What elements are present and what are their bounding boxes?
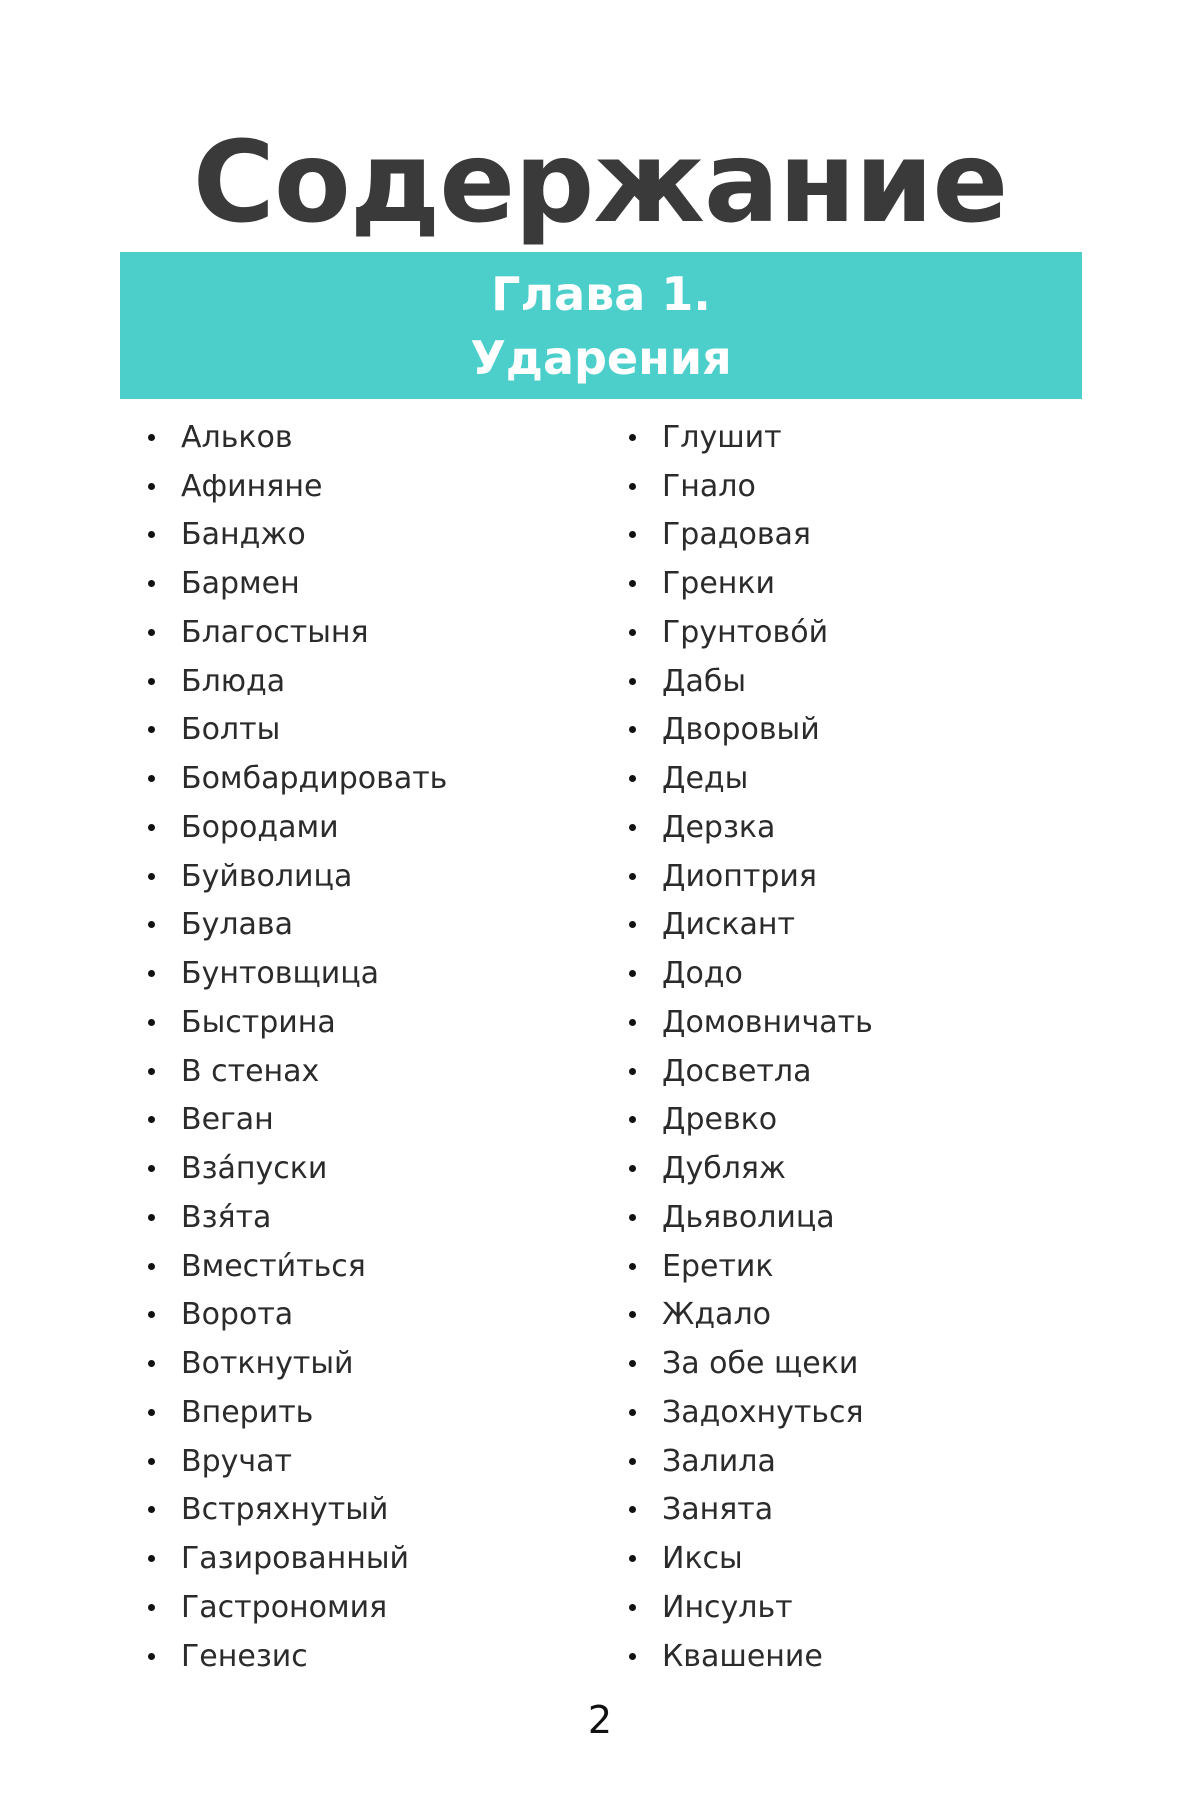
toc-entry[interactable]	[145, 1339, 605, 1388]
toc-entry[interactable]	[626, 462, 1086, 511]
bullet-icon	[148, 1263, 155, 1270]
toc-entry-label: Занята	[662, 1492, 774, 1528]
bullet-icon	[629, 970, 636, 977]
chapter-number: Глава 1.	[491, 266, 711, 321]
toc-entry-label: Диоптрия	[662, 858, 817, 894]
toc-entry[interactable]	[145, 1486, 605, 1535]
bullet-icon	[148, 678, 155, 685]
bullet-icon	[629, 873, 636, 880]
toc-entry-label: Грунтово́й	[662, 614, 829, 650]
toc-entry-label: Веган	[181, 1102, 274, 1138]
toc-entry[interactable]	[145, 1534, 605, 1583]
toc-entry[interactable]	[145, 1144, 605, 1193]
toc-entry-label: Благостыня	[181, 614, 369, 650]
toc-entry-label: Инсульт	[662, 1589, 793, 1625]
toc-entry[interactable]	[626, 1193, 1086, 1242]
toc-entry[interactable]	[626, 852, 1086, 901]
bullet-icon	[148, 1653, 155, 1660]
toc-entry-label: Квашение	[662, 1638, 823, 1674]
toc-entry-label: Взя́та	[181, 1199, 272, 1235]
toc-entry-label: Вперить	[181, 1394, 314, 1430]
bullet-icon	[629, 629, 636, 636]
toc-entry[interactable]	[626, 1144, 1086, 1193]
toc-entry-label: Градовая	[662, 517, 811, 553]
toc-entry[interactable]	[626, 1632, 1086, 1681]
toc-entry-label: Болты	[181, 712, 281, 748]
toc-entry[interactable]	[145, 608, 605, 657]
toc-entry-label: Дьяволица	[662, 1199, 835, 1235]
toc-entry-label: В стенах	[181, 1053, 320, 1089]
bullet-icon	[148, 970, 155, 977]
bullet-icon	[148, 1458, 155, 1465]
bullet-icon	[629, 921, 636, 928]
toc-entry[interactable]	[145, 1583, 605, 1632]
toc-entry[interactable]	[626, 998, 1086, 1047]
toc-entry[interactable]	[145, 1388, 605, 1437]
toc-entry[interactable]	[145, 559, 605, 608]
page-number: 2	[587, 1698, 613, 1742]
toc-entry-label: Встряхнутый	[181, 1492, 389, 1528]
toc-entry-label: Досветла	[662, 1053, 812, 1089]
toc-entry[interactable]	[626, 803, 1086, 852]
bullet-icon	[629, 1165, 636, 1172]
bullet-icon	[629, 775, 636, 782]
bullet-icon	[629, 824, 636, 831]
bullet-icon	[148, 873, 155, 880]
toc-entry[interactable]	[145, 852, 605, 901]
toc-entry-label: Иксы	[662, 1541, 743, 1577]
bullet-icon	[148, 483, 155, 490]
toc-entry[interactable]	[626, 511, 1086, 560]
toc-entry-label: Афиняне	[181, 468, 323, 504]
toc-entry-label: Деды	[662, 761, 749, 797]
toc-entry-label: Буйволица	[181, 858, 353, 894]
toc-entry[interactable]	[145, 803, 605, 852]
toc-entry-label: Домовничать	[662, 1004, 873, 1040]
bullet-icon	[629, 1263, 636, 1270]
toc-entry[interactable]	[145, 1047, 605, 1096]
toc-entry[interactable]	[626, 1339, 1086, 1388]
bullet-icon	[629, 1555, 636, 1562]
bullet-icon	[629, 1311, 636, 1318]
toc-entry[interactable]	[145, 901, 605, 950]
toc-entry[interactable]	[626, 1534, 1086, 1583]
toc-entry-label: Быстрина	[181, 1004, 336, 1040]
toc-entry[interactable]	[145, 949, 605, 998]
bullet-icon	[148, 1068, 155, 1075]
chapter-banner	[120, 252, 1082, 399]
bullet-icon	[629, 726, 636, 733]
toc-entry-label: Гнало	[662, 468, 756, 504]
toc-entry[interactable]	[145, 706, 605, 755]
toc-entry-label: Бомбардировать	[181, 761, 448, 797]
toc-entry[interactable]	[145, 1437, 605, 1486]
bullet-icon	[629, 1506, 636, 1513]
toc-entry-label: Бунтовщица	[181, 956, 380, 992]
toc-entry[interactable]	[145, 1096, 605, 1145]
bullet-icon	[148, 726, 155, 733]
toc-entry[interactable]	[626, 1437, 1086, 1486]
toc-entry[interactable]	[626, 1486, 1086, 1535]
toc-entry-label: Генезис	[181, 1638, 308, 1674]
toc-right-column	[626, 413, 1086, 1681]
toc-entry-label: Дерзка	[662, 809, 776, 845]
bullet-icon	[629, 678, 636, 685]
toc-entry[interactable]	[626, 559, 1086, 608]
bullet-icon	[629, 1214, 636, 1221]
toc-entry-label: Ворота	[181, 1297, 294, 1333]
bullet-icon	[629, 531, 636, 538]
bullet-icon	[148, 1019, 155, 1026]
toc-entry-label: Ждало	[662, 1297, 771, 1333]
toc-entry[interactable]	[626, 1242, 1086, 1291]
toc-entry[interactable]	[626, 608, 1086, 657]
toc-entry-label: Воткнутый	[181, 1346, 354, 1382]
bullet-icon	[629, 580, 636, 587]
toc-entry-label: Взáпуски	[181, 1151, 328, 1187]
toc-entry-label: Дискант	[662, 907, 796, 943]
toc-entry-label: Древко	[662, 1102, 778, 1138]
toc-entry-label: Бармен	[181, 566, 300, 602]
toc-entry[interactable]	[145, 511, 605, 560]
toc-entry-label: Глушит	[662, 419, 782, 455]
toc-entry[interactable]	[626, 754, 1086, 803]
toc-entry[interactable]	[145, 754, 605, 803]
toc-entry[interactable]	[626, 413, 1086, 462]
bullet-icon	[148, 580, 155, 587]
toc-entry[interactable]	[626, 901, 1086, 950]
bullet-icon	[148, 1214, 155, 1221]
bullet-icon	[148, 531, 155, 538]
bullet-icon	[148, 1555, 155, 1562]
chapter-title: Ударения	[470, 330, 732, 385]
bullet-icon	[148, 1165, 155, 1172]
toc-entry-label: Додо	[662, 956, 743, 992]
toc-entry-label: Еретик	[662, 1248, 774, 1284]
toc-entry-label: Гренки	[662, 566, 776, 602]
bullet-icon	[148, 1409, 155, 1416]
bullet-icon	[629, 1068, 636, 1075]
bullet-icon	[148, 434, 155, 441]
toc-entry[interactable]	[145, 1632, 605, 1681]
toc-entry-label: Дабы	[662, 663, 747, 699]
bullet-icon	[629, 434, 636, 441]
bullet-icon	[629, 1116, 636, 1123]
toc-entry[interactable]	[145, 657, 605, 706]
toc-entry[interactable]	[145, 1291, 605, 1340]
toc-entry-label: Газированный	[181, 1541, 410, 1577]
toc-entry[interactable]	[626, 1096, 1086, 1145]
toc-entry[interactable]	[626, 949, 1086, 998]
toc-entry-label: Булава	[181, 907, 293, 943]
bullet-icon	[148, 629, 155, 636]
toc-entry[interactable]	[626, 1583, 1086, 1632]
toc-entry-label: Залила	[662, 1443, 776, 1479]
bullet-icon	[148, 1506, 155, 1513]
bullet-icon	[148, 824, 155, 831]
toc-entry[interactable]	[626, 1291, 1086, 1340]
toc-entry-label: Альков	[181, 419, 293, 455]
bullet-icon	[629, 1409, 636, 1416]
toc-entry-label: Гастрономия	[181, 1589, 388, 1625]
toc-entry-label: Задохнуться	[662, 1394, 864, 1430]
bullet-icon	[148, 1311, 155, 1318]
bullet-icon	[148, 1360, 155, 1367]
toc-entry[interactable]	[626, 706, 1086, 755]
toc-entry[interactable]	[145, 1242, 605, 1291]
toc-entry-label: Дубляж	[662, 1151, 786, 1187]
toc-entry[interactable]	[626, 1388, 1086, 1437]
toc-entry[interactable]	[145, 462, 605, 511]
bullet-icon	[148, 1604, 155, 1611]
toc-entry[interactable]	[626, 657, 1086, 706]
toc-entry-label: Вмести́ться	[181, 1248, 366, 1284]
bullet-icon	[148, 1116, 155, 1123]
bullet-icon	[629, 1019, 636, 1026]
toc-entry-label: За обе щеки	[662, 1346, 859, 1382]
toc-entry[interactable]	[626, 1047, 1086, 1096]
toc-entry-label: Дворовый	[662, 712, 820, 748]
toc-entry-label: Бородами	[181, 809, 339, 845]
toc-entry-label: Блюда	[181, 663, 286, 699]
toc-entry-label: Вручат	[181, 1443, 292, 1479]
bullet-icon	[148, 775, 155, 782]
page-title: Содержание	[192, 118, 1008, 248]
toc-left-column	[145, 413, 605, 1681]
bullet-icon	[629, 1360, 636, 1367]
toc-entry[interactable]	[145, 998, 605, 1047]
toc-entry-label: Банджо	[181, 517, 306, 553]
toc-entry[interactable]	[145, 413, 605, 462]
bullet-icon	[629, 1653, 636, 1660]
bullet-icon	[629, 1604, 636, 1611]
bullet-icon	[148, 921, 155, 928]
bullet-icon	[629, 483, 636, 490]
bullet-icon	[629, 1458, 636, 1465]
toc-entry[interactable]	[145, 1193, 605, 1242]
